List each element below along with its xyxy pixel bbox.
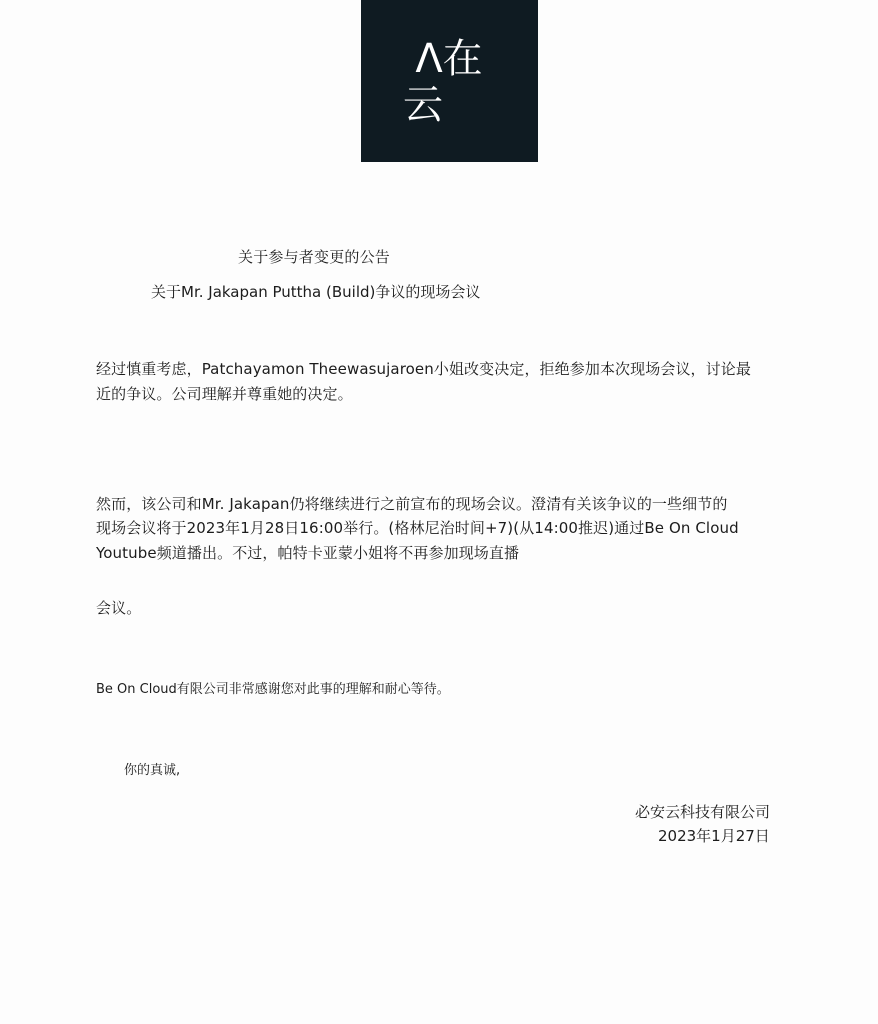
signature-date: 2023年1月27日 bbox=[658, 827, 770, 845]
notice-title: 关于参与者变更的公告 bbox=[238, 248, 391, 266]
logo-line-2: 云 bbox=[403, 82, 443, 128]
notice-subtitle: 关于Mr. Jakapan Puttha (Build)争议的现场会议 bbox=[151, 283, 481, 301]
company-logo bbox=[361, 0, 538, 162]
closing-salutation: 你的真诚, bbox=[124, 763, 181, 778]
logo-line-1: Λ在 bbox=[415, 36, 483, 82]
paragraph-2-line-3: Youtube频道播出。不过，帕特卡亚蒙小姐将不再参加现场直播 bbox=[96, 544, 520, 562]
paragraph-2-line-2: 现场会议将于2023年1月28日16:00举行。(格林尼治时间+7)(从14:00推迟)通过Be On Cloud bbox=[96, 519, 739, 537]
thanks-line: Be On Cloud有限公司非常感谢您对此事的理解和耐心等待。 bbox=[96, 682, 450, 697]
paragraph-1-line-2: 近的争议。公司理解并尊重她的决定。 bbox=[96, 385, 353, 403]
paragraph-1-line-1: 经过慎重考虑，Patchayamon Theewasujaroen小姐改变决定，拒绝参加本次现场会议，讨论最 bbox=[96, 360, 751, 378]
paragraph-3: 会议。 bbox=[96, 599, 142, 617]
paragraph-2-line-1: 然而，该公司和Mr. Jakapan仍将继续进行之前宣布的现场会议。澄清有关该争议的一些细节的 bbox=[96, 495, 728, 513]
logo-mark-icon bbox=[361, 0, 538, 162]
signature-company: 必安云科技有限公司 bbox=[635, 803, 771, 821]
